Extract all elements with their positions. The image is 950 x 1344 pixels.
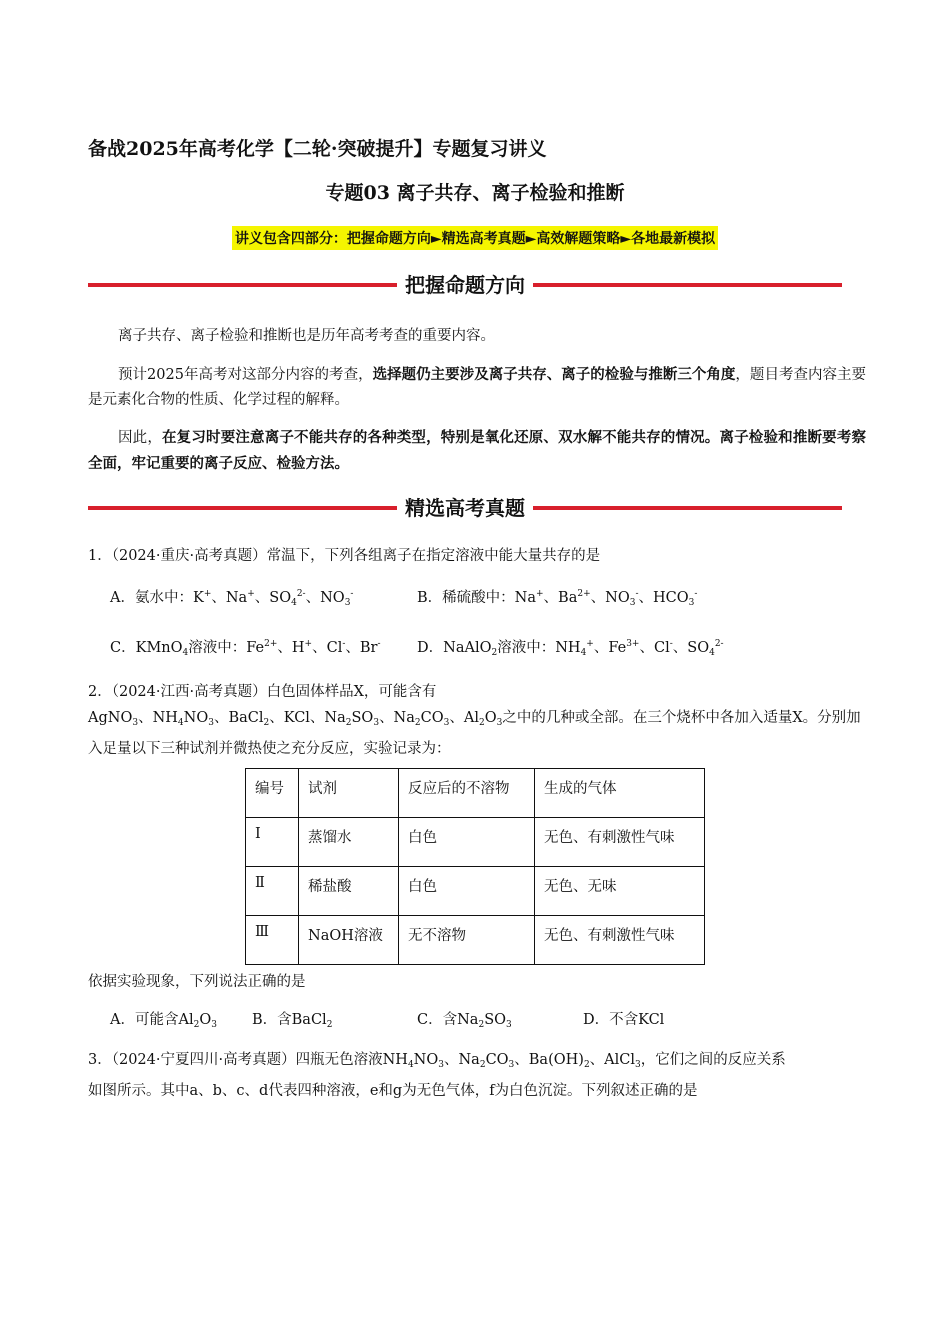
table-cell: 无不溶物 <box>399 916 535 965</box>
table-row <box>246 867 705 916</box>
table-cell: Ⅱ <box>246 867 299 916</box>
table-header: 试剂 <box>299 769 399 818</box>
table-row <box>246 818 705 867</box>
table-cell: 无色、无味 <box>535 867 705 916</box>
experiment-table <box>245 768 705 965</box>
table-cell: Ⅲ <box>246 916 299 965</box>
q2-option-c: C．含$Na_2SO_3$ <box>417 1012 512 1030</box>
banner-label: 精选高考真题 <box>397 493 533 523</box>
table-cell: 稀盐酸 <box>299 867 399 916</box>
table-cell: 无色、有刺激性气味 <box>535 916 705 965</box>
section-banner-exam <box>88 493 842 523</box>
section-banner-direction <box>88 270 842 300</box>
question-3-stem: 3．（2024·宁夏四川·高考真题）四瓶无色溶液$NH_4NO_3$、$Na_2CO_3$、$Ba(OH)_2$、AlCl$_3$，它们之间的反应关系 如图所示。其中a、b、c、d代表四种溶液，e和g为无色气体，f为白色沉淀。下列叙述正确的是 <box>88 1052 786 1099</box>
table-cell: 无色、有刺激性气味 <box>535 818 705 867</box>
q1-option-b: B．稀硫酸中：Na+、$Ba^{2+}$、$NO_3^-$、$HCO_3^-$ <box>417 589 698 608</box>
outline-text: 讲义包含四部分：把握命题方向►精选高考真题►高效解题策略►各地最新模拟 <box>232 226 718 250</box>
topic-title: 专题03 离子共存、离子检验和推断 <box>325 182 625 204</box>
question-2-prompt: 依据实验现象，下列说法正确的是 <box>88 974 306 990</box>
q1-option-a: A．氨水中：K+、Na+、$SO_4^{2-}$、$NO_3^-$ <box>110 589 354 608</box>
q1-option-d: D．NaAlO$_2$溶液中：$NH_4^+$、$Fe^{3+}$、Cl-、$SO_4^{2-}$ <box>417 639 724 658</box>
table-cell: NaOH溶液 <box>299 916 399 965</box>
table-row <box>246 916 705 965</box>
table-header: 反应后的不溶物 <box>399 769 535 818</box>
paragraph-intro: 离子共存、离子检验和推断也是历年高考考查的重要内容。 <box>118 328 495 344</box>
q2-option-a: A．可能含$Al_2O_3$ <box>110 1012 217 1030</box>
paragraph-advice: 因此，在复习时要注意离子不能共存的各种类型，特别是氧化还原、双水解不能共存的情况。离子检验和推断要考察全面，牢记重要的离子反应、检验方法。 <box>88 429 867 472</box>
outline-banner <box>0 226 950 250</box>
table-header-row <box>246 769 705 818</box>
document-title: 备战2025年高考化学【二轮·突破提升】专题复习讲义 <box>88 138 547 160</box>
banner-label: 把握命题方向 <box>397 270 533 300</box>
q2-option-d: D．不含KCl <box>583 1012 665 1028</box>
question-1-stem: 1．（2024·重庆·高考真题）常温下，下列各组离子在指定溶液中能大量共存的是 <box>88 548 601 564</box>
table-header: 生成的气体 <box>535 769 705 818</box>
q2-option-b: B．含BaCl$_2$ <box>252 1012 333 1030</box>
q1-option-c: C．KMnO$_4$溶液中：$Fe^{2+}$、H+、Cl-、Br- <box>110 639 381 658</box>
table-cell: 蒸馏水 <box>299 818 399 867</box>
question-2-stem: 2．（2024·江西·高考真题）白色固体样品X，可能含有 AgNO$_3$、$NH_4NO_3$、BaCl$_2$、KCl、$Na_2SO_3$、$Na_2CO_3$、$Al_2O_3$之中的几种或全部。在三个烧杯中各加入适量X。分别加入足量以下三种试剂并微热使之充分反应，实验记录为： <box>88 684 861 757</box>
table-cell: 白色 <box>399 818 535 867</box>
table-cell: 白色 <box>399 867 535 916</box>
paragraph-forecast: 预计2025年高考对这部分内容的考查，选择题仍主要涉及离子共存、离子的检验与推断三个角度，题目考查内容主要是元素化合物的性质、化学过程的解释。 <box>88 366 867 408</box>
table-header: 编号 <box>246 769 299 818</box>
table-cell: Ⅰ <box>246 818 299 867</box>
